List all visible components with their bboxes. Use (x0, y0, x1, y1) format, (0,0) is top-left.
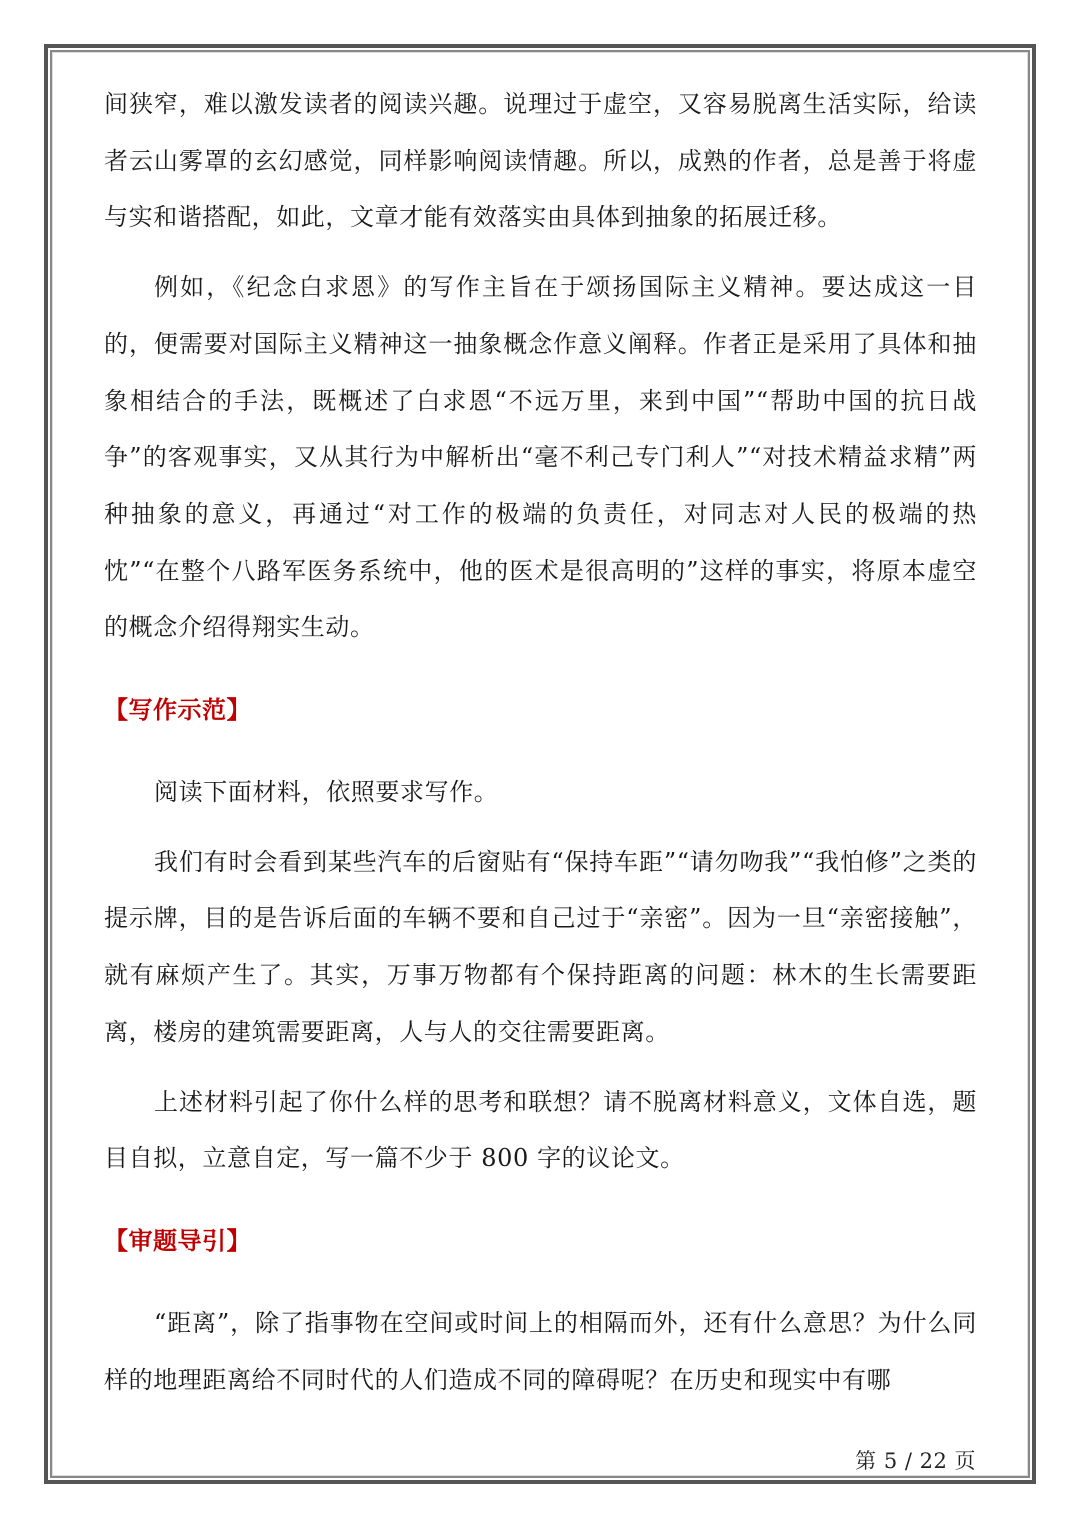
paragraph-5: 上述材料引起了你什么样的思考和联想？请不脱离材料意义，文体自选，题目自拟，立意自定，写一篇不少于 800 字的议论文。 (104, 1087, 977, 1173)
paragraph-4: 我们有时会看到某些汽车的后窗贴有“保持车距”“请勿吻我”“我怕修”之类的提示牌，目的是告诉后面的车辆不要和自己过于“亲密”。因为一旦“亲密接触”，就有麻烦产生了。其实，万事万物都有个保持距离的问题：林木的生长需要距离，楼房的建筑需要距离，人与人的交往需要距离。 (104, 847, 977, 1046)
document-body (104, 76, 977, 1408)
page-number: 第 5 / 22 页 (855, 1449, 976, 1473)
heading-writing-example: 【写作示范】 (104, 695, 251, 725)
heading-topic-guide: 【审题导引】 (104, 1225, 251, 1255)
paragraph-3: 阅读下面材料，依照要求写作。 (154, 778, 499, 807)
paragraph-1: 间狭窄，难以激发读者的阅读兴趣。说理过于虚空，又容易脱离生活实际，给读者云山雾罩的玄幻感觉，同样影响阅读情趣。所以，成熟的作者，总是善于将虚与实和谐搭配，如此，文章才能有效落实由具体到抽象的拓展迁移。 (104, 90, 977, 232)
paragraph-2: 例如，《纪念白求恩》的写作主旨在于颂扬国际主义精神。要达成这一目的，便需要对国际主义精神这一抽象概念作意义阐释。作者正是采用了具体和抽象相结合的手法，既概述了白求恩“不远万里，来到中国”“帮助中国的抗日战争”的客观事实，又从其行为中解析出“毫不利己专门利人”“对技术精益求精”两种抽象的意义，再通过“对工作的极端的负责任，对同志对人民的极端的热忱”“在整个八路军医务系统中，他的医术是很高明的”这样的事实，将原本虚空的概念介绍得翔实生动。 (104, 273, 977, 642)
paragraph-6: “距离”，除了指事物在空间或时间上的相隔而外，还有什么意思？为什么同样的地理距离给不同时代的人们造成不同的障碍呢？在历史和现实中有哪 (104, 1308, 977, 1394)
